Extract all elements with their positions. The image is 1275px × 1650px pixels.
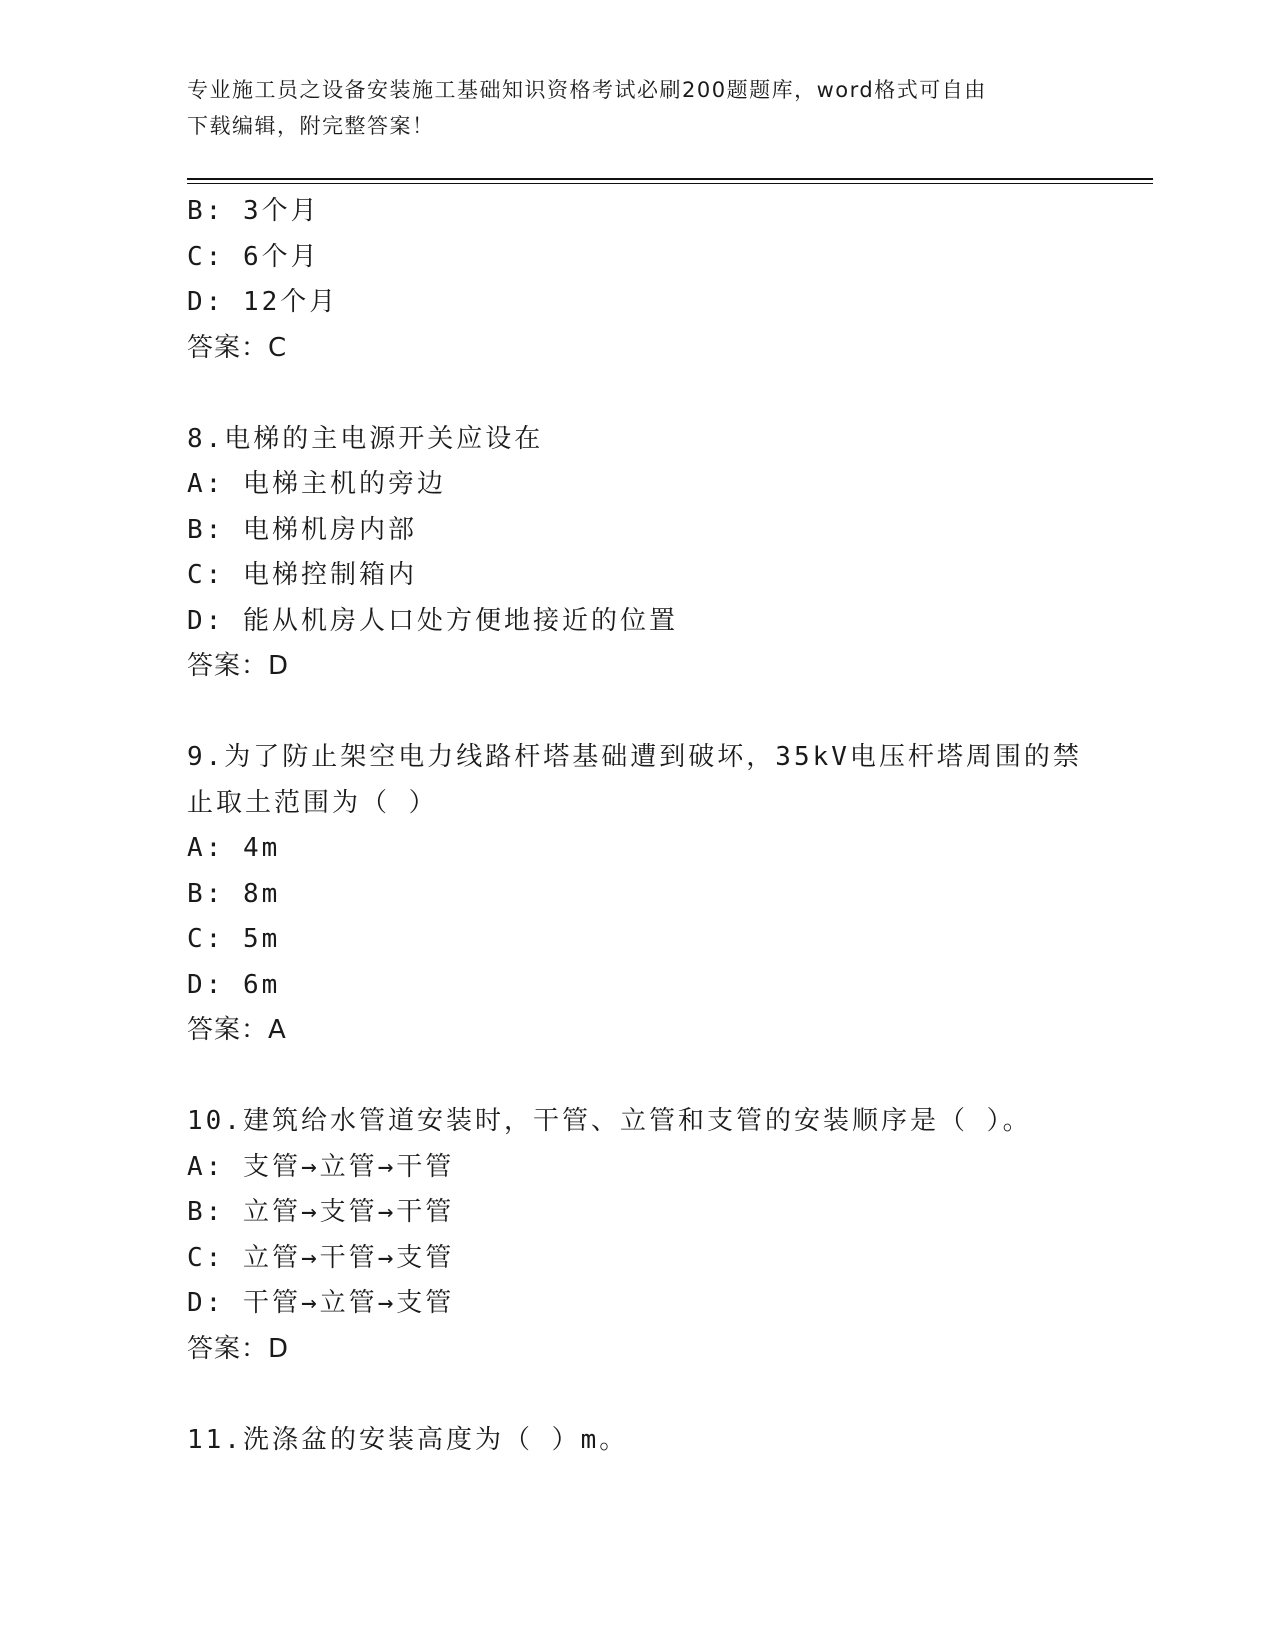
- answer-line: 答案：C: [187, 332, 288, 363]
- question-spacer: [187, 1372, 1087, 1418]
- question-spacer: [187, 1054, 1087, 1100]
- header-title-line-2: 下载编辑，附完整答案！: [187, 114, 435, 138]
- question-7-tail: [187, 189, 1087, 371]
- option-d: D: 12个月: [187, 287, 339, 317]
- answer-line: 答案：D: [187, 651, 290, 681]
- question-11: [187, 1418, 1087, 1464]
- option-d: D: 6m: [187, 969, 281, 1000]
- question-stem-line-1: 9.为了防止架空电力线路杆塔基础遭到破坏，35kV电压杆塔周围的禁: [187, 742, 1082, 772]
- question-stem: 11.洗涤盆的安装高度为（ ）m。: [187, 1424, 629, 1455]
- question-list: [187, 189, 1087, 1463]
- option-b: B: 立管→支管→干管: [187, 1197, 455, 1227]
- question-stem: 10.建筑给水管道安装时，干管、立管和支管的安装顺序是（ ）。: [187, 1106, 1032, 1136]
- question-10: [187, 1099, 1087, 1372]
- option-b: B: 8m: [187, 878, 281, 909]
- option-a: A: 电梯主机的旁边: [187, 469, 446, 499]
- question-stem: 8.电梯的主电源开关应设在: [187, 423, 544, 454]
- option-c: C: 6个月: [187, 241, 320, 272]
- option-a: A: 支管→立管→干管: [187, 1151, 455, 1182]
- question-8: [187, 417, 1087, 690]
- question-spacer: [187, 371, 1087, 417]
- option-c: C: 5m: [187, 924, 281, 954]
- option-b: B: 3个月: [187, 196, 320, 226]
- option-c: C: 电梯控制箱内: [187, 560, 417, 590]
- header-title-line-1: 专业施工员之设备安装施工基础知识资格考试必刷200题题库，word格式可自由: [187, 78, 987, 102]
- option-a: A: 4m: [187, 833, 281, 863]
- option-d: D: 干管→立管→支管: [187, 1288, 455, 1318]
- answer-line: 答案：D: [187, 1333, 290, 1364]
- question-spacer: [187, 690, 1087, 736]
- option-b: B: 电梯机房内部: [187, 514, 417, 545]
- option-c: C: 立管→干管→支管: [187, 1242, 455, 1273]
- header-divider-thin: [187, 183, 1153, 184]
- answer-line: 答案：A: [187, 1015, 287, 1045]
- question-stem-line-2: 止取土范围为（ ）: [187, 787, 438, 818]
- option-d: D: 能从机房人口处方便地接近的位置: [187, 605, 678, 636]
- question-9: [187, 735, 1087, 1054]
- header-divider-thick: [187, 178, 1153, 180]
- document-header: [187, 72, 1087, 144]
